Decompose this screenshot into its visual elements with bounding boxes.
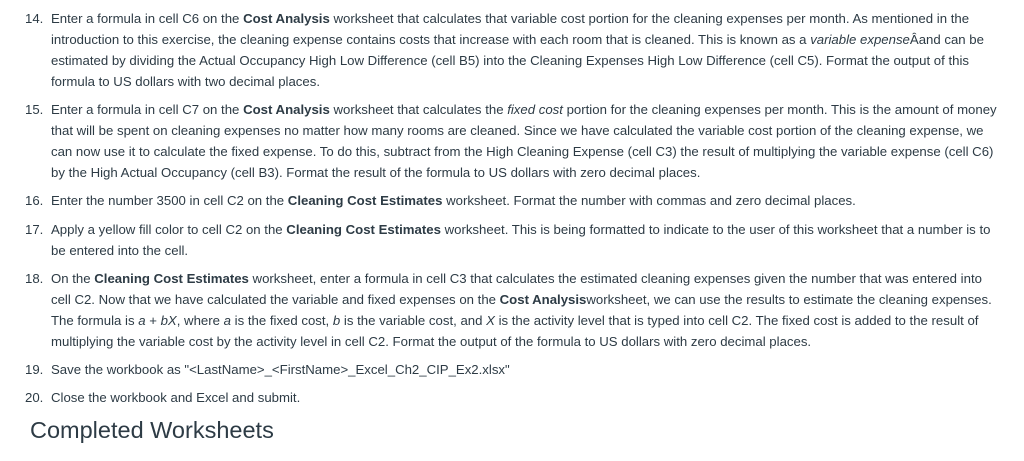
step-text: Âand can be estimated by dividing the Actual Occupancy High Low Difference (cell B5) into the Cleaning Expenses High Low Difference (cell C5). Format the output of this formula to US dollars with two decimal places. <box>51 32 984 89</box>
step-text: worksheet, enter a formula in cell C3 that calculates the estimated cleaning expenses given the number that was entered into cell C2. Now that we have calculated the variable and fixed expenses on the <box>51 270 982 307</box>
worksheet-name: Cost Analysis <box>243 11 330 26</box>
worksheet-name: Cost Analysis <box>243 102 330 118</box>
formula-variable: a <box>223 312 231 328</box>
step-number: 16. <box>25 193 44 209</box>
formula-variable: a <box>138 312 146 328</box>
step-text: Enter the number 3500 in cell C2 on the <box>51 193 288 209</box>
formula-variable: X <box>486 312 495 328</box>
instruction-step-19 <box>25 359 1004 380</box>
section-heading: Completed Worksheets <box>30 417 274 444</box>
formula-variable: bX <box>160 312 177 328</box>
instruction-step-14 <box>25 8 1004 92</box>
step-text: worksheet, we can use the results to estimate the cleaning expenses. The formula is <box>51 291 992 328</box>
instruction-list <box>25 8 1004 408</box>
step-number: 17. <box>25 221 44 237</box>
step-number: 15. <box>25 102 44 118</box>
instruction-step-20 <box>25 387 1004 408</box>
worksheet-name: Cleaning Cost Estimates <box>286 221 441 237</box>
worksheet-name: Cleaning Cost Estimates <box>94 270 249 286</box>
step-text: Enter a formula in cell C6 on the <box>51 11 244 26</box>
step-text: is the activity level that is typed into cell C2. The fixed cost is added to the result of multiplying the variable cost by the activity level in cell C2. Format the output of the formula to US dollars with zero decimal places. <box>51 312 979 349</box>
step-number: 14. <box>25 11 44 26</box>
step-text: is the fixed cost, <box>231 312 333 328</box>
step-text: is the variable cost, and <box>340 312 487 328</box>
formula-variable: b <box>332 312 341 328</box>
instruction-step-17 <box>25 219 1004 261</box>
step-text: worksheet that calculates the <box>329 102 508 118</box>
step-text: Apply a yellow fill color to cell C2 on the <box>51 221 287 237</box>
worksheet-name: Cost Analysis <box>499 291 587 307</box>
term-emphasis: fixed cost <box>507 102 563 118</box>
term-emphasis: variable expense <box>810 32 910 47</box>
step-number: 19. <box>25 361 44 377</box>
step-text: Save the workbook as "<LastName>_<FirstName>_Excel_Ch2_CIP_Ex2.xlsx" <box>51 361 510 377</box>
step-text: portion for the cleaning expenses per month. This is the amount of money that will be spent on cleaning expenses no matter how many rooms are cleaned. Since we have calculated the variable cost portion of the cleaning expense, we can now use it to calculate the fixed expense. To do this, subtract from the High Cleaning Expense (cell C3) the result of multiplying the variable expense (cell C6) by the High Actual Occupancy (cell B3). Format the result of the formula to US dollars with zero decimal places. <box>51 102 997 181</box>
step-text: + <box>145 312 161 328</box>
step-text: worksheet that calculates that variable cost portion for the cleaning expenses per month. As mentioned in the introduction to this exercise, the cleaning expense contains costs that increase with each room that is cleaned. This is known as a <box>51 11 970 47</box>
instruction-step-16 <box>25 190 1004 211</box>
step-text: worksheet. Format the number with commas and zero decimal places. <box>442 193 856 209</box>
step-text: worksheet. This is being formatted to indicate to the user of this worksheet that a number is to be entered into the cell. <box>51 221 991 258</box>
step-number: 18. <box>25 270 44 286</box>
step-text: On the <box>51 270 95 286</box>
instruction-step-15 <box>25 99 1004 183</box>
step-text: Enter a formula in cell C7 on the <box>51 102 244 118</box>
step-text: , where <box>176 312 224 328</box>
instruction-step-18 <box>25 268 1004 352</box>
step-number: 20. <box>25 390 44 406</box>
step-text: Close the workbook and Excel and submit. <box>51 390 301 406</box>
worksheet-name: Cleaning Cost Estimates <box>287 193 443 209</box>
